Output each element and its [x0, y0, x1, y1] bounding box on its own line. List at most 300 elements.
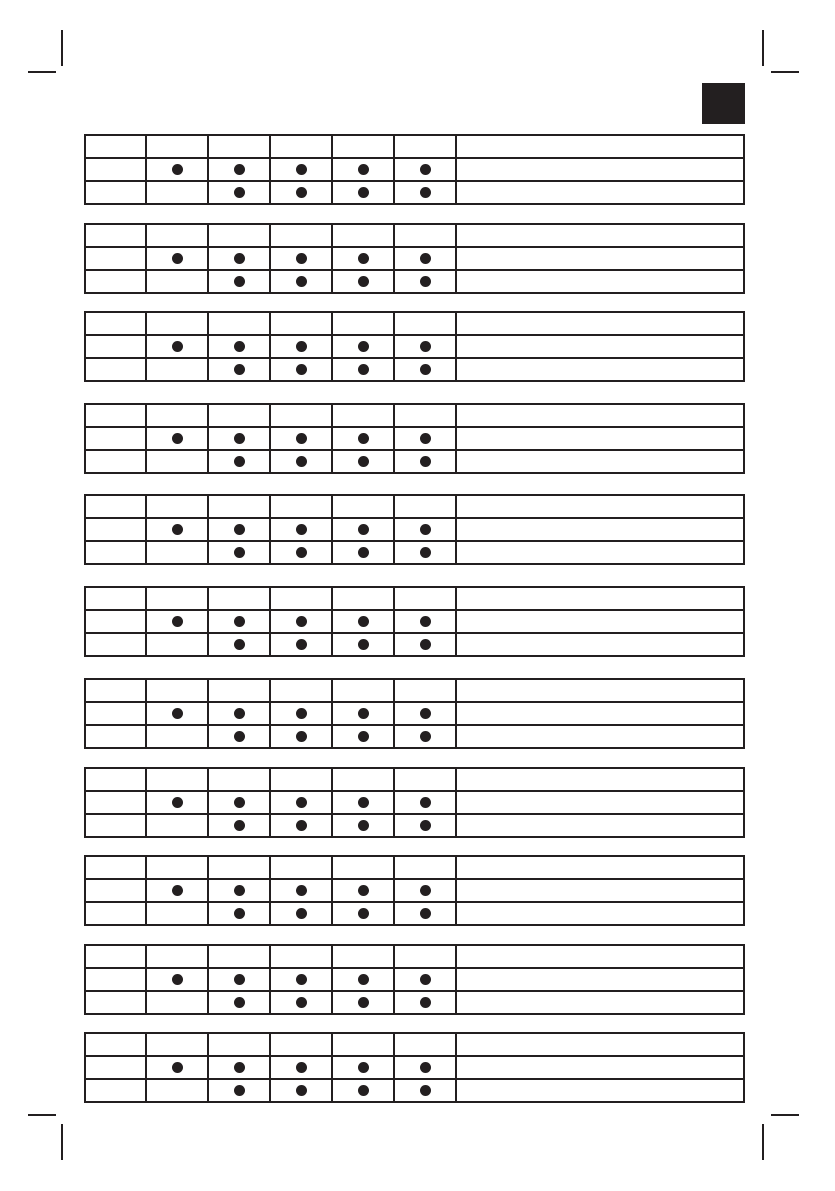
table-cell — [146, 404, 208, 427]
table-cell — [270, 335, 332, 358]
table-cell — [85, 427, 146, 450]
bullet-dot-icon — [234, 547, 245, 558]
bullet-dot-icon — [296, 524, 307, 535]
table-cell — [456, 856, 744, 879]
crop-mark-bottom-right-horizontal — [771, 1114, 799, 1116]
table-row — [85, 991, 744, 1014]
table-header-row — [85, 404, 744, 427]
table-cell — [85, 856, 146, 879]
table-cell — [208, 224, 270, 247]
spec-table — [84, 767, 745, 838]
bullet-dot-icon — [358, 997, 369, 1008]
table-cell — [456, 404, 744, 427]
table-cell — [146, 1056, 208, 1079]
table-cell — [332, 450, 394, 473]
table-cell — [208, 427, 270, 450]
bullet-dot-icon — [420, 253, 431, 264]
table-cell — [456, 991, 744, 1014]
bullet-dot-icon — [296, 885, 307, 896]
table-cell — [394, 312, 456, 335]
table-cell — [208, 158, 270, 181]
bullet-dot-icon — [420, 797, 431, 808]
bullet-dot-icon — [420, 276, 431, 287]
table-cell — [85, 768, 146, 791]
table-cell — [394, 247, 456, 270]
table-cell — [456, 968, 744, 991]
table-cell — [394, 633, 456, 656]
table-cell — [146, 768, 208, 791]
table-cell — [332, 945, 394, 968]
table-cell — [456, 135, 744, 158]
table-row — [85, 633, 744, 656]
table-cell — [208, 135, 270, 158]
table-cell — [146, 312, 208, 335]
table-row — [85, 541, 744, 564]
bullet-dot-icon — [172, 524, 183, 535]
table-cell — [332, 1033, 394, 1056]
table-cell — [332, 587, 394, 610]
table-cell — [456, 814, 744, 837]
table-cell — [332, 1056, 394, 1079]
table-cell — [146, 518, 208, 541]
table-cell — [456, 702, 744, 725]
table-header-row — [85, 587, 744, 610]
bullet-dot-icon — [420, 187, 431, 198]
table-cell — [146, 991, 208, 1014]
table-cell — [208, 1033, 270, 1056]
table-cell — [85, 1079, 146, 1102]
spec-table — [84, 494, 745, 565]
table-header-row — [85, 945, 744, 968]
table-cell — [332, 224, 394, 247]
bullet-dot-icon — [358, 456, 369, 467]
table-cell — [208, 358, 270, 381]
bullet-dot-icon — [172, 616, 183, 627]
table-cell — [332, 679, 394, 702]
table-cell — [332, 968, 394, 991]
bullet-dot-icon — [234, 974, 245, 985]
table-cell — [85, 404, 146, 427]
table-cell — [394, 270, 456, 293]
table-cell — [85, 1033, 146, 1056]
bullet-dot-icon — [296, 433, 307, 444]
bullet-dot-icon — [234, 997, 245, 1008]
table-cell — [394, 991, 456, 1014]
table-cell — [85, 725, 146, 748]
table-cell — [332, 902, 394, 925]
table-header-row — [85, 135, 744, 158]
table-cell — [85, 814, 146, 837]
bullet-dot-icon — [420, 547, 431, 558]
crop-mark-bottom-left-horizontal — [28, 1114, 56, 1116]
spec-table — [84, 134, 745, 205]
bullet-dot-icon — [420, 820, 431, 831]
bullet-dot-icon — [358, 616, 369, 627]
bullet-dot-icon — [358, 1062, 369, 1073]
table-cell — [146, 495, 208, 518]
bullet-dot-icon — [172, 341, 183, 352]
table-cell — [394, 358, 456, 381]
table-cell — [85, 610, 146, 633]
bullet-dot-icon — [358, 639, 369, 650]
table-cell — [270, 224, 332, 247]
table-cell — [208, 968, 270, 991]
table-cell — [332, 814, 394, 837]
table-cell — [85, 679, 146, 702]
table-cell — [332, 135, 394, 158]
table-cell — [85, 495, 146, 518]
table-cell — [146, 856, 208, 879]
table-cell — [456, 495, 744, 518]
table-cell — [270, 247, 332, 270]
table-cell — [332, 541, 394, 564]
bullet-dot-icon — [420, 341, 431, 352]
table-cell — [270, 991, 332, 1014]
table-cell — [270, 879, 332, 902]
table-cell — [456, 518, 744, 541]
bullet-dot-icon — [420, 433, 431, 444]
bullet-dot-icon — [172, 433, 183, 444]
table-cell — [270, 902, 332, 925]
table-cell — [146, 945, 208, 968]
table-cell — [208, 633, 270, 656]
table-row — [85, 814, 744, 837]
table-row — [85, 518, 744, 541]
table-cell — [456, 945, 744, 968]
table-cell — [394, 945, 456, 968]
table-cell — [456, 270, 744, 293]
section-tab-marker — [702, 83, 745, 124]
table-row — [85, 450, 744, 473]
table-cell — [85, 335, 146, 358]
table-cell — [270, 450, 332, 473]
table-cell — [332, 879, 394, 902]
table-cell — [456, 1056, 744, 1079]
table-cell — [208, 312, 270, 335]
table-cell — [332, 518, 394, 541]
table-cell — [208, 450, 270, 473]
bullet-dot-icon — [234, 731, 245, 742]
table-cell — [208, 991, 270, 1014]
table-cell — [332, 1079, 394, 1102]
bullet-dot-icon — [420, 708, 431, 719]
table-cell — [270, 427, 332, 450]
bullet-dot-icon — [172, 164, 183, 175]
bullet-dot-icon — [420, 164, 431, 175]
bullet-dot-icon — [358, 364, 369, 375]
table-cell — [208, 725, 270, 748]
bullet-dot-icon — [296, 974, 307, 985]
table-cell — [394, 518, 456, 541]
table-cell — [456, 791, 744, 814]
table-cell — [270, 1056, 332, 1079]
bullet-dot-icon — [296, 731, 307, 742]
table-cell — [270, 312, 332, 335]
table-cell — [456, 181, 744, 204]
bullet-dot-icon — [296, 639, 307, 650]
table-cell — [456, 247, 744, 270]
table-cell — [332, 633, 394, 656]
bullet-dot-icon — [358, 547, 369, 558]
table-cell — [456, 158, 744, 181]
table-header-row — [85, 679, 744, 702]
table-cell — [270, 495, 332, 518]
table-cell — [270, 587, 332, 610]
table-cell — [146, 450, 208, 473]
table-cell — [332, 312, 394, 335]
bullet-dot-icon — [358, 708, 369, 719]
table-cell — [146, 135, 208, 158]
table-cell — [146, 791, 208, 814]
bullet-dot-icon — [358, 974, 369, 985]
table-cell — [332, 404, 394, 427]
bullet-dot-icon — [296, 908, 307, 919]
table-cell — [270, 158, 332, 181]
spec-table — [84, 1032, 745, 1103]
table-cell — [456, 879, 744, 902]
table-cell — [270, 945, 332, 968]
table-cell — [456, 1079, 744, 1102]
table-cell — [394, 791, 456, 814]
table-cell — [270, 702, 332, 725]
table-cell — [146, 814, 208, 837]
table-cell — [270, 541, 332, 564]
table-cell — [208, 610, 270, 633]
bullet-dot-icon — [420, 1062, 431, 1073]
table-cell — [85, 270, 146, 293]
table-cell — [456, 768, 744, 791]
bullet-dot-icon — [420, 731, 431, 742]
table-cell — [85, 181, 146, 204]
crop-mark-top-left-vertical — [61, 30, 63, 66]
table-header-row — [85, 495, 744, 518]
bullet-dot-icon — [420, 1085, 431, 1096]
bullet-dot-icon — [358, 164, 369, 175]
table-cell — [146, 158, 208, 181]
bullet-dot-icon — [234, 616, 245, 627]
bullet-dot-icon — [172, 797, 183, 808]
bullet-dot-icon — [296, 276, 307, 287]
table-cell — [146, 587, 208, 610]
table-cell — [208, 879, 270, 902]
crop-mark-top-left-horizontal — [28, 71, 56, 73]
table-cell — [146, 224, 208, 247]
bullet-dot-icon — [234, 1085, 245, 1096]
bullet-dot-icon — [296, 997, 307, 1008]
table-cell — [394, 725, 456, 748]
table-cell — [270, 610, 332, 633]
table-cell — [85, 991, 146, 1014]
table-cell — [394, 181, 456, 204]
table-cell — [332, 725, 394, 748]
bullet-dot-icon — [358, 820, 369, 831]
table-cell — [456, 1033, 744, 1056]
table-cell — [270, 768, 332, 791]
crop-mark-bottom-left-vertical — [61, 1124, 63, 1160]
table-cell — [208, 518, 270, 541]
table-cell — [394, 814, 456, 837]
spec-table — [84, 403, 745, 474]
table-cell — [208, 679, 270, 702]
bullet-dot-icon — [358, 797, 369, 808]
bullet-dot-icon — [234, 639, 245, 650]
table-row — [85, 427, 744, 450]
table-cell — [394, 450, 456, 473]
bullet-dot-icon — [358, 731, 369, 742]
table-cell — [332, 768, 394, 791]
table-cell — [85, 968, 146, 991]
spec-table — [84, 855, 745, 926]
bullet-dot-icon — [420, 524, 431, 535]
table-row — [85, 902, 744, 925]
table-cell — [208, 541, 270, 564]
bullet-dot-icon — [358, 276, 369, 287]
spec-table — [84, 678, 745, 749]
table-cell — [332, 791, 394, 814]
bullet-dot-icon — [234, 1062, 245, 1073]
table-cell — [85, 247, 146, 270]
table-cell — [270, 725, 332, 748]
bullet-dot-icon — [420, 364, 431, 375]
bullet-dot-icon — [234, 708, 245, 719]
table-cell — [270, 358, 332, 381]
table-row — [85, 1079, 744, 1102]
table-row — [85, 358, 744, 381]
table-cell — [208, 335, 270, 358]
table-cell — [270, 270, 332, 293]
table-cell — [85, 518, 146, 541]
table-cell — [332, 247, 394, 270]
bullet-dot-icon — [420, 616, 431, 627]
bullet-dot-icon — [296, 1062, 307, 1073]
table-cell — [394, 968, 456, 991]
table-cell — [332, 856, 394, 879]
table-cell — [270, 404, 332, 427]
table-cell — [208, 247, 270, 270]
table-cell — [146, 702, 208, 725]
table-cell — [208, 768, 270, 791]
table-cell — [270, 518, 332, 541]
table-cell — [332, 495, 394, 518]
bullet-dot-icon — [172, 1062, 183, 1073]
bullet-dot-icon — [234, 253, 245, 264]
bullet-dot-icon — [358, 433, 369, 444]
table-cell — [270, 1079, 332, 1102]
table-cell — [332, 702, 394, 725]
table-cell — [394, 404, 456, 427]
table-cell — [394, 679, 456, 702]
table-cell — [456, 335, 744, 358]
table-cell — [394, 495, 456, 518]
bullet-dot-icon — [296, 456, 307, 467]
table-row — [85, 610, 744, 633]
table-cell — [394, 224, 456, 247]
bullet-dot-icon — [296, 164, 307, 175]
bullet-dot-icon — [296, 364, 307, 375]
table-cell — [270, 856, 332, 879]
table-cell — [208, 181, 270, 204]
table-cell — [456, 450, 744, 473]
table-cell — [146, 335, 208, 358]
table-cell — [208, 270, 270, 293]
table-cell — [146, 902, 208, 925]
bullet-dot-icon — [172, 253, 183, 264]
table-cell — [208, 587, 270, 610]
bullet-dot-icon — [234, 164, 245, 175]
bullet-dot-icon — [234, 456, 245, 467]
bullet-dot-icon — [234, 524, 245, 535]
table-cell — [270, 679, 332, 702]
table-row — [85, 968, 744, 991]
bullet-dot-icon — [358, 908, 369, 919]
table-cell — [85, 450, 146, 473]
table-header-row — [85, 312, 744, 335]
bullet-dot-icon — [358, 1085, 369, 1096]
bullet-dot-icon — [234, 276, 245, 287]
table-cell — [208, 856, 270, 879]
table-row — [85, 791, 744, 814]
table-header-row — [85, 856, 744, 879]
bullet-dot-icon — [234, 820, 245, 831]
table-cell — [85, 702, 146, 725]
bullet-dot-icon — [420, 908, 431, 919]
table-cell — [146, 968, 208, 991]
table-cell — [394, 1033, 456, 1056]
table-cell — [146, 358, 208, 381]
table-cell — [85, 358, 146, 381]
table-cell — [208, 814, 270, 837]
table-cell — [208, 902, 270, 925]
table-cell — [332, 991, 394, 1014]
bullet-dot-icon — [420, 885, 431, 896]
bullet-dot-icon — [296, 797, 307, 808]
table-cell — [208, 702, 270, 725]
table-cell — [85, 902, 146, 925]
table-cell — [394, 768, 456, 791]
table-cell — [332, 181, 394, 204]
bullet-dot-icon — [234, 797, 245, 808]
table-cell — [332, 270, 394, 293]
table-cell — [456, 541, 744, 564]
bullet-dot-icon — [296, 1085, 307, 1096]
bullet-dot-icon — [358, 253, 369, 264]
table-cell — [146, 181, 208, 204]
table-header-row — [85, 224, 744, 247]
table-row — [85, 1056, 744, 1079]
crop-mark-top-right-vertical — [762, 30, 764, 66]
table-cell — [146, 1033, 208, 1056]
bullet-dot-icon — [172, 974, 183, 985]
table-cell — [332, 335, 394, 358]
table-cell — [208, 495, 270, 518]
table-cell — [394, 427, 456, 450]
table-cell — [456, 902, 744, 925]
table-cell — [146, 247, 208, 270]
spec-table — [84, 223, 745, 294]
table-cell — [394, 135, 456, 158]
table-header-row — [85, 1033, 744, 1056]
table-cell — [394, 702, 456, 725]
table-cell — [394, 587, 456, 610]
table-cell — [270, 633, 332, 656]
bullet-dot-icon — [234, 341, 245, 352]
table-cell — [332, 427, 394, 450]
table-cell — [208, 1079, 270, 1102]
table-cell — [456, 633, 744, 656]
table-cell — [85, 135, 146, 158]
table-cell — [456, 358, 744, 381]
bullet-dot-icon — [420, 456, 431, 467]
